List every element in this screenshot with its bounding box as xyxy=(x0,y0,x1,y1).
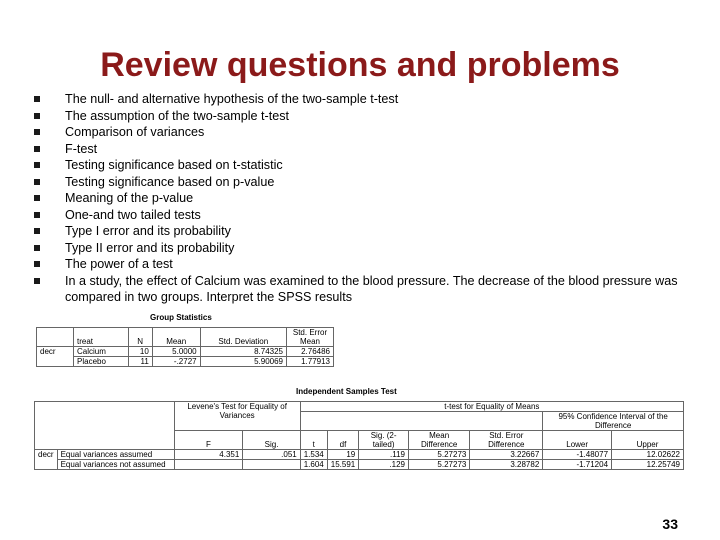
square-bullet-icon xyxy=(34,228,40,234)
square-bullet-icon xyxy=(34,245,40,251)
group-stats-caption: Group Statistics xyxy=(150,313,212,322)
square-bullet-icon xyxy=(34,146,40,152)
bullet-item: Type I error and its probability xyxy=(34,223,684,240)
bullet-item: The power of a test xyxy=(34,256,684,273)
table-row: decr Equal variances assumed 4.351 .051 1.534 19 .119 5.27273 3.22667 -1.48077 12.02622 xyxy=(35,450,684,460)
bullet-item: F-test xyxy=(34,141,684,158)
square-bullet-icon xyxy=(34,162,40,168)
square-bullet-icon xyxy=(34,278,40,284)
square-bullet-icon xyxy=(34,129,40,135)
bullet-item: Testing significance based on p-value xyxy=(34,174,684,191)
bullet-item: Comparison of variances xyxy=(34,124,684,141)
bullet-item: Testing significance based on t-statistic xyxy=(34,157,684,174)
table-header-row: Levene's Test for Equality of Variances t-test for Equality of Means xyxy=(35,402,684,412)
bullet-item: The assumption of the two-sample t-test xyxy=(34,108,684,125)
table-row: Equal variances not assumed 1.604 15.591 .129 5.27273 3.28782 -1.71204 12.25749 xyxy=(35,460,684,470)
bullet-item: One-and two tailed tests xyxy=(34,207,684,224)
square-bullet-icon xyxy=(34,261,40,267)
table-header-row: F Sig. t df Sig. (2-tailed) Mean Difference Std. Error Difference Lower Upper xyxy=(35,431,684,450)
table-header-row: treat N Mean Std. Deviation Std. Error Mean xyxy=(37,328,334,347)
square-bullet-icon xyxy=(34,113,40,119)
bullet-item: The null- and alternative hypothesis of the two-sample t-test xyxy=(34,91,684,108)
square-bullet-icon xyxy=(34,96,40,102)
bullet-item: Type II error and its probability xyxy=(34,240,684,257)
square-bullet-icon xyxy=(34,179,40,185)
group-stats-table xyxy=(36,327,334,367)
bullet-item: Meaning of the p-value xyxy=(34,190,684,207)
bullet-list xyxy=(34,91,684,306)
slide-title: Review questions and problems xyxy=(100,46,620,84)
ind-test-table xyxy=(34,401,684,470)
square-bullet-icon xyxy=(34,212,40,218)
table-row: decr Calcium 10 5.0000 8.74325 2.76486 xyxy=(37,347,334,357)
table-header-row: 95% Confidence Interval of the Difference xyxy=(35,412,684,431)
ind-test-caption: Independent Samples Test xyxy=(296,387,397,396)
bullet-item: In a study, the effect of Calcium was examined to the blood pressure. The decrease of the blood pressure was compared in two groups. Interpret the SPSS results xyxy=(34,273,684,306)
square-bullet-icon xyxy=(34,195,40,201)
table-row: Placebo 11 -.2727 5.90069 1.77913 xyxy=(37,357,334,367)
page-number: 33 xyxy=(662,516,678,532)
